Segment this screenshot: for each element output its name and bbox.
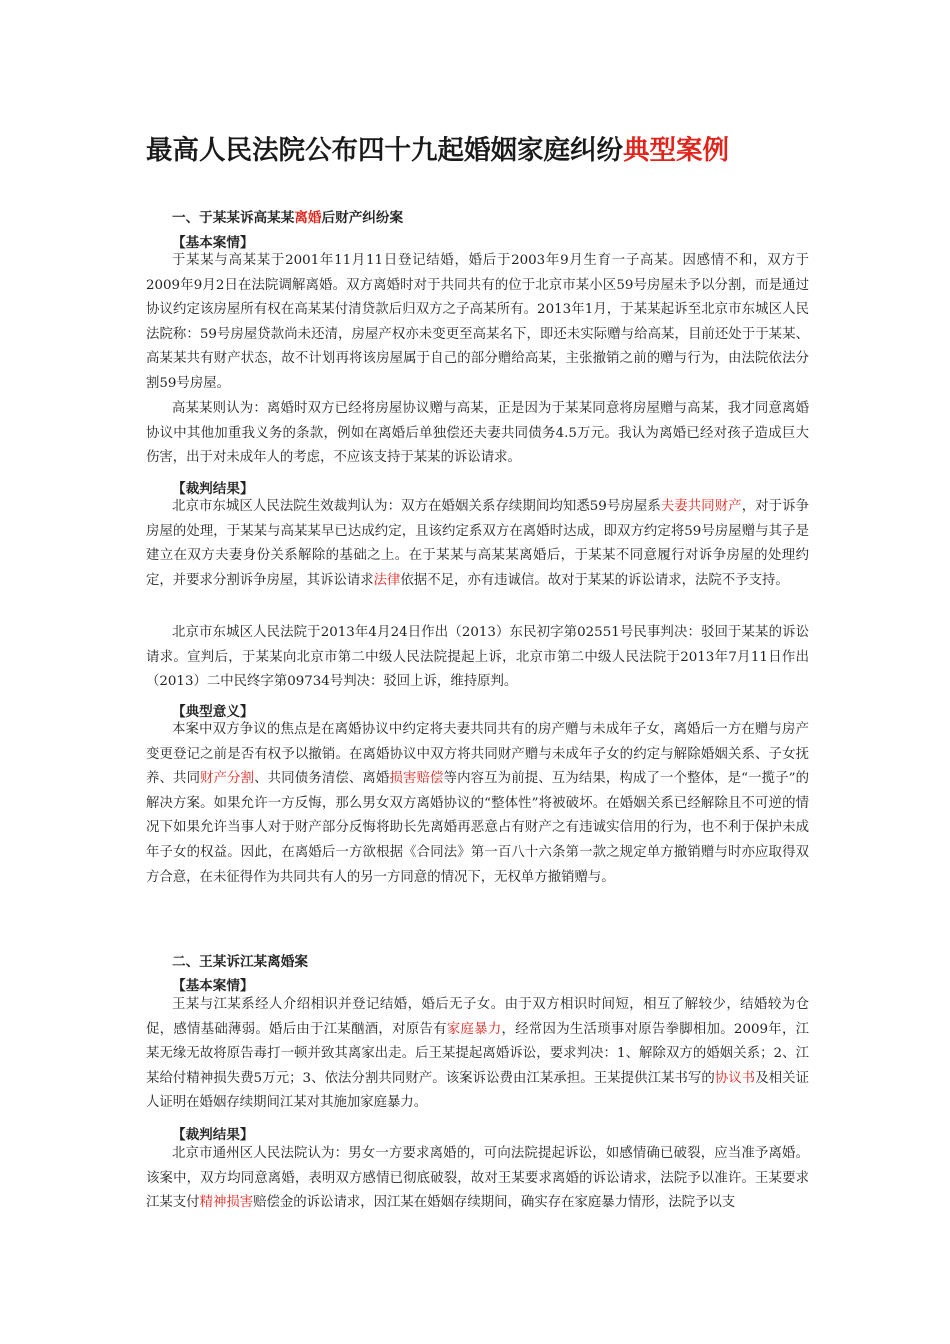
link-damages[interactable]: 损害赔偿 — [389, 771, 444, 787]
link-agreement[interactable]: 协议书 — [714, 1070, 756, 1086]
result1-text-c: 依据不足，亦有违诚信。故对于某某的诉讼请求，法院不予支持。 — [400, 572, 789, 588]
case1-result-paragraph-1 — [146, 495, 809, 593]
case2-basic-text-b: ，经常因为生活琐事对原告拳脚相加。2009年，江某无缘无故将原告毒打一顿并致其离家出走。后王某提起离婚诉讼，要求判决：1、解除双方的婚姻关系；2、江某给付精神损失费5万元；3、依法分割共同财产。该案诉讼费由江某承担。王某提供江某书写的 — [146, 1021, 810, 1086]
case2-basic-label: 【基本案情】 — [172, 978, 254, 994]
link-marital-property[interactable]: 夫妻共同财产 — [660, 499, 742, 514]
case1-meaning-paragraph — [146, 718, 809, 890]
meaning-text-c: 等内容互为前提、互为结果，构成了一个整体，是“一揽子”的解决方案。如果允许一方反悔，那么男女双方离婚协议的“整体性”将被破坏。在婚姻关系已经解除且不可逆的情况下如果允许当事人对于财产部分反悔将助长先离婚再恶意占有财产之有违诚实信用的行为，也不利于保护未成年子女的权益。因此，在离婚后一方欲根据《合同法》第一百八十六条第一款之规定单方撤销赠与时亦应取得双方合意，在未征得作为共同共有人的另一方同意的情况下，无权单方撤销赠与。 — [146, 771, 810, 885]
case2-basic-text-c: 及相关证人证明在婚姻存续期间江某对其施加家庭暴力。 — [146, 1070, 809, 1111]
page-title — [146, 128, 846, 167]
link-law[interactable]: 法律 — [373, 572, 401, 588]
case2-basic-paragraph — [146, 993, 809, 1116]
meaning-text-a: 本案中双方争议的焦点是在离婚协议中约定将夫妻共同共有的房产赠与未成年子女，离婚后一方在赠与房产变更登记之前是否有权予以撤销。在离婚协议中双方将共同财产赠与未成年子女的约定与解除婚姻关系、子女抚养、共同 — [146, 722, 809, 787]
case1-heading-part1: 一、于某某诉高某某 — [172, 210, 295, 226]
case2-result-text-b: 赔偿金的诉讼请求，因江某在婚姻存续期间，确实存在家庭暴力情形，法院予以支 — [253, 1195, 736, 1211]
result1-text-a: 北京市东城区人民法院生效裁判认为：双方在婚姻关系存续期间均知悉59号房屋系 — [172, 499, 661, 514]
case1-basic-label: 【基本案情】 — [172, 235, 254, 251]
case1-meaning-label: 【典型意义】 — [172, 704, 254, 720]
case2-heading: 二、王某诉江某离婚案 — [172, 954, 308, 970]
case1-result-label: 【裁判结果】 — [172, 481, 254, 497]
case1-heading — [172, 206, 792, 226]
case2-result-text-a: 北京市通州区人民法院认为：男女一方要求离婚的，可向法院提起诉讼，如感情确已破裂，应当准予离婚。该案中，双方均同意离婚，表明双方感情已彻底破裂，故对王某要求离婚的诉讼请求，法院予以准许。王某要求江某支付 — [146, 1146, 809, 1211]
case1-basic-paragraph-2: 高某某则认为：离婚时双方已经将房屋协议赠与高某，正是因为于某某同意将房屋赠与高某，我才同意离婚协议中其他加重我义务的条款，例如在离婚后单独偿还夫妻共同债务4.5万元。我认为离婚已经对孩子造成巨大伤害，出于对未成年人的考虑，不应该支持于某某的诉讼请求。 — [146, 401, 809, 466]
case1-result-paragraph-2: 北京市东城区人民法院于2013年4月24日作出（2013）东民初字第02551号民事判决：驳回于某某的诉讼请求。宣判后，于某某向北京市第二中级人民法院提起上诉，北京市第二中级人民法院于2013年7月11日作出（2013）二中民终字第09734号判决：驳回上诉，维持原判。 — [146, 625, 809, 690]
case1-heading-keyword[interactable]: 离婚 — [294, 210, 322, 226]
case2-result-paragraph — [146, 1142, 809, 1216]
result1-text-b: ，对于诉争房屋的处理，于某某与高某某早已达成约定，且该约定系双方在离婚时达成，即双方约定将59号房屋赠与其子是建立在双方夫妻身份关系解除的基础之上。在于某某与高某某离婚后，于某某不同意履行对诉争房屋的处理约定，并要求分割诉争房屋，其诉讼请求 — [146, 499, 810, 588]
title-red: 典型案例 — [623, 135, 729, 166]
link-domestic-violence[interactable]: 家庭暴力 — [446, 1021, 502, 1037]
case2-basic-text-a: 王某与江某系经人介绍相识并登记结婚，婚后无子女。由于双方相识时间短，相互了解较少，结婚较为仓促，感情基础薄弱。婚后由于江某酗酒，对原告有 — [146, 997, 809, 1037]
case2-result-label: 【裁判结果】 — [172, 1127, 254, 1143]
meaning-text-b: 、共同债务清偿、离婚 — [254, 771, 390, 787]
link-property-division[interactable]: 财产分割 — [200, 771, 255, 787]
case1-heading-part3: 后财产纠纷案 — [321, 210, 404, 226]
link-mental-damage[interactable]: 精神损害 — [199, 1195, 254, 1211]
title-black: 最高人民法院公布四十九起婚姻家庭纠纷 — [146, 135, 623, 166]
case1-basic-paragraph-1: 于某某与高某某于2001年11月11日登记结婚，婚后于2003年9月生育一子高某。因感情不和，双方于2009年9月2日在法院调解离婚。双方离婚时对于共同共有的位于北京市某小区59号房屋未予以分割，而是通过协议约定该房屋所有权在高某某付清贷款后归双方之子高某所有。2013年1月，于某某起诉至北京市东城区人民法院称：59号房屋贷款尚未还清，房屋产权亦未变更至高某名下，即还未实际赠与给高某，目前还处于于某某、高某某共有财产状态，故不计划再将该房屋属于自己的部分赠给高某，主张撤销之前的赠与行为，由法院依法分割59号房屋。 — [146, 253, 809, 391]
